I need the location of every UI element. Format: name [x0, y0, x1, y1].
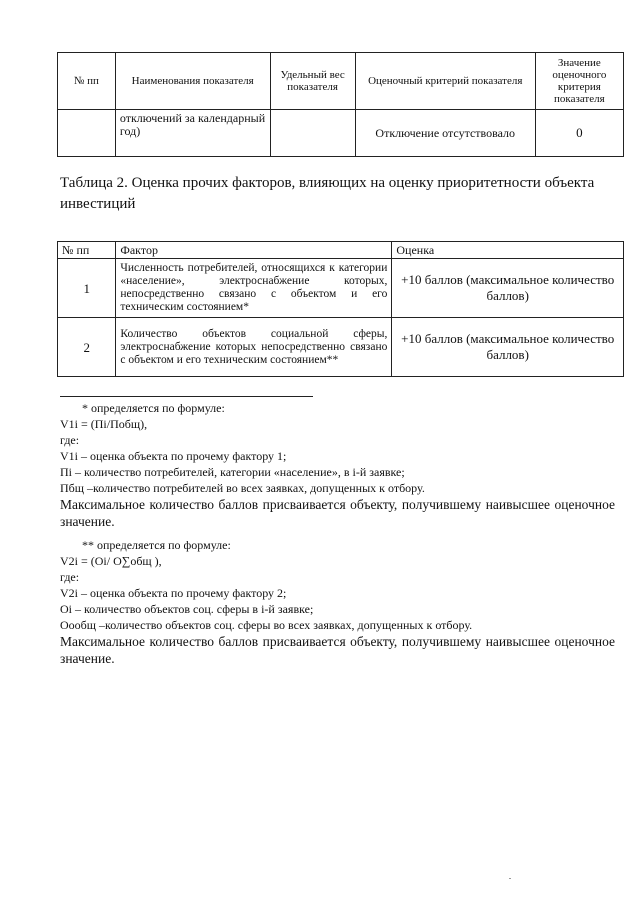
footnote-1: [60, 400, 615, 530]
header-indicator-name: Наименования показателя: [115, 53, 270, 110]
header-factor: Фактор: [116, 242, 392, 259]
footnote-line: V1i = (Пi/Побщ),: [60, 417, 148, 431]
footnote-line: где:: [60, 433, 80, 447]
cell-value: 0: [535, 110, 623, 157]
scan-speck: [509, 878, 511, 879]
footnote-line: Пбщ –количество потребителей во всех заявках, допущенных к отбору.: [60, 481, 425, 495]
footnote-summary: Максимальное количество баллов присваивается объекту, получившему наивысшее оценочное значение.: [60, 634, 615, 666]
footnote-line: где:: [60, 570, 80, 584]
cell-num: 1: [58, 259, 116, 318]
header-criterion-value: Значение оценочного критерия показателя: [535, 53, 623, 110]
footnote-line: Oi – количество объектов соц. сферы в i-й заявке;: [60, 602, 314, 616]
header-score: Оценка: [392, 242, 624, 259]
footnote-line: Пi – количество потребителей, категории «население», в i-й заявке;: [60, 465, 405, 479]
footnote-line: V2i – оценка объекта по прочему фактору 2;: [60, 586, 287, 600]
cell-weight: [270, 110, 355, 157]
table-row: [58, 318, 624, 377]
table-row: [58, 110, 624, 157]
table-row: [58, 259, 624, 318]
footnote-line: * определяется по формуле:: [82, 401, 225, 415]
other-factors-table: [57, 241, 624, 377]
header-num: № пп: [58, 242, 116, 259]
cell-num: [58, 110, 116, 157]
header-num: № пп: [58, 53, 116, 110]
cell-factor: Численность потребителей, относящихся к категории «население», электроснабжение которых, непосредственно связано с объектом и его техническим состоянием*: [116, 259, 392, 318]
cell-criterion: Отключение отсутствовало: [355, 110, 535, 157]
table-caption: Таблица 2. Оценка прочих факторов, влияющих на оценку приоритетности объекта инвестиций: [60, 175, 595, 212]
cell-score: +10 баллов (максимальное количество баллов): [392, 318, 624, 377]
footnote-line: V2i = (Oi/ О∑общ ),: [60, 554, 162, 568]
footnote-line: Оообщ –количество объектов соц. сферы во всех заявках, допущенных к отбору.: [60, 618, 473, 632]
cell-num: 2: [58, 318, 116, 377]
indicators-table: [57, 52, 624, 157]
header-criterion: Оценочный критерий показателя: [355, 53, 535, 110]
header-weight: Удельный вес показателя: [270, 53, 355, 110]
cell-indicator-name: отключений за календарный год): [115, 110, 270, 157]
cell-factor: Количество объектов социальной сферы, электроснабжение которых непосредственно связано с объектом и его техническим состоянием**: [116, 318, 392, 377]
footnote-summary: Максимальное количество баллов присваивается объекту, получившему наивысшее оценочное значение.: [60, 497, 615, 529]
footnote-line: V1i – оценка объекта по прочему фактору 1;: [60, 449, 287, 463]
table-header-row: [58, 242, 624, 259]
footnote-2: [60, 537, 615, 667]
table-header-row: [58, 53, 624, 110]
footnote-line: ** определяется по формуле:: [82, 538, 231, 552]
footnote-divider: [60, 396, 313, 397]
cell-score: +10 баллов (максимальное количество баллов): [392, 259, 624, 318]
